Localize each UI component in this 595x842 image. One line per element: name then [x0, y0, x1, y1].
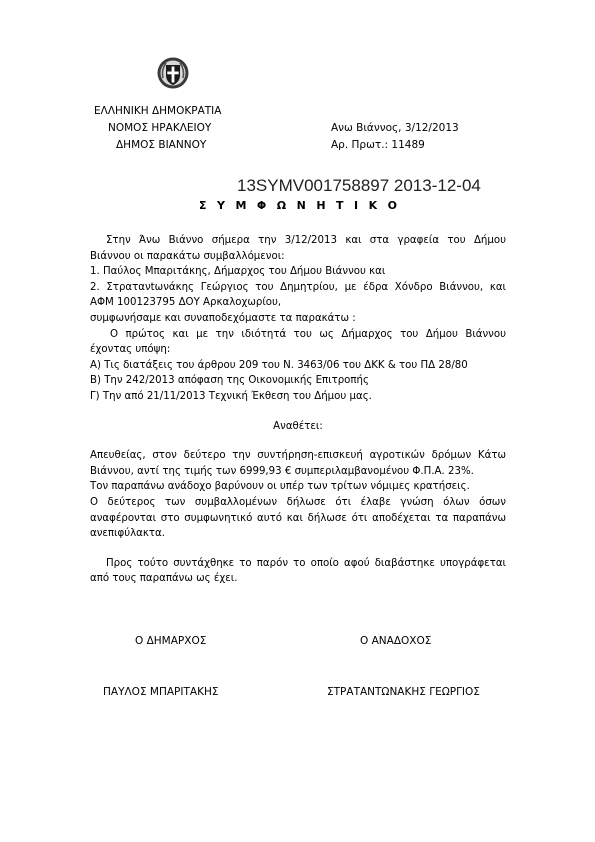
- signature-name-mayor: ΠΑΥΛΟΣ ΜΠΑΡΙΤΑΚΗΣ: [103, 686, 219, 698]
- body-line: Βιάννου, αντί της τιμής των 6999,93 € συμπεριλαμβανομένου Φ.Π.Α. 23%.: [90, 465, 474, 477]
- header-prefecture: ΝΟΜΟΣ ΗΡΑΚΛΕΙΟΥ: [108, 122, 212, 134]
- signature-role-contractor: Ο ΑΝΑΔΟΧΟΣ: [360, 635, 432, 647]
- body-line: ανεπιφύλακτα.: [90, 528, 165, 540]
- body-line: ΑΦΜ 100123795 ΔΟΥ Αρκαλοχωρίου,: [90, 297, 282, 309]
- ada-stamp: 13SYMV001758897 2013-12-04: [237, 176, 481, 195]
- signature-name-contractor: ΣΤΡΑΤΑΝΤΩΝΑΚΗΣ ΓΕΩΡΓΙΟΣ: [327, 686, 480, 698]
- body-line: συμφωνήσαμε και συναποδεχόμαστε τα παρακάτω :: [90, 312, 356, 324]
- body-line: 1. Παύλος Μπαριτάκης, Δήμαρχος του Δήμου Βιάννου και: [90, 266, 386, 278]
- assigns-heading: Αναθέτει:: [273, 420, 323, 432]
- body-line: Τον παραπάνω ανάδοχο βαρύνουν οι υπέρ των τρίτων νόμιμες κρατήσεις.: [90, 481, 470, 493]
- body-line: Ο πρώτος και με την ιδιότητά του ως Δήμαρχος του Δήμου Βιάννου: [110, 328, 506, 340]
- body-line: Βιάννου οι παρακάτω συμβαλλόμενοι:: [90, 250, 285, 262]
- header-republic: ΕΛΛΗΝΙΚΗ ΔΗΜΟΚΡΑΤΙΑ: [94, 105, 222, 117]
- body-line: από τους παραπάνω ως έχει.: [90, 573, 238, 585]
- signature-role-mayor: Ο ΔΗΜΑΡΧΟΣ: [135, 635, 207, 647]
- body-line: Απευθείας, στον δεύτερο την συντήρηση-επισκευή αγροτικών δρόμων Κάτω: [90, 450, 506, 462]
- body-line: Ο δεύτερος των συμβαλλομένων δήλωσε ότι έλαβε γνώση όλων όσων: [90, 496, 506, 508]
- body-line: Γ) Την από 21/11/2013 Τεχνική Έκθεση του Δήμου μας.: [90, 390, 372, 402]
- body-line: έχοντας υπόψη:: [90, 344, 171, 356]
- header-place-date: Ανω Βιάννος, 3/12/2013: [331, 122, 459, 134]
- document-title: ΣΥΜΦΩΝΗΤΙΚΟ: [199, 199, 408, 212]
- body-line: Προς τούτο συντάχθηκε το παρόν το οποίο αφού διαβάστηκε υπογράφεται: [106, 557, 506, 569]
- body-line: Α) Τις διατάξεις του άρθρου 209 του Ν. 3463/06 του ΔΚΚ & του ΠΔ 28/80: [90, 359, 468, 371]
- body-line: Β) Την 242/2013 απόφαση της Οικονομικής Επιτροπής: [90, 375, 369, 387]
- body-line: 2. Στρατανtωνάκης Γεώργιος του Δημητρίου, με έδρα Χόνδρο Βιάννου, και: [90, 281, 506, 293]
- greek-coat-of-arms-seal: [157, 56, 189, 90]
- document-body: [90, 233, 506, 587]
- body-line: Στην Άνω Βιάννο σήμερα την 3/12/2013 και στα γραφεία του Δήμου: [106, 235, 506, 246]
- header-municipality: ΔΗΜΟΣ ΒΙΑΝΝΟΥ: [116, 139, 207, 151]
- header-protocol-number: Αρ. Πρωτ.: 11489: [331, 139, 425, 151]
- body-line: αναφέρονται στο συμφωνητικό αυτό και δήλωσε ότι αποδέχεται τα παραπάνω: [90, 512, 506, 524]
